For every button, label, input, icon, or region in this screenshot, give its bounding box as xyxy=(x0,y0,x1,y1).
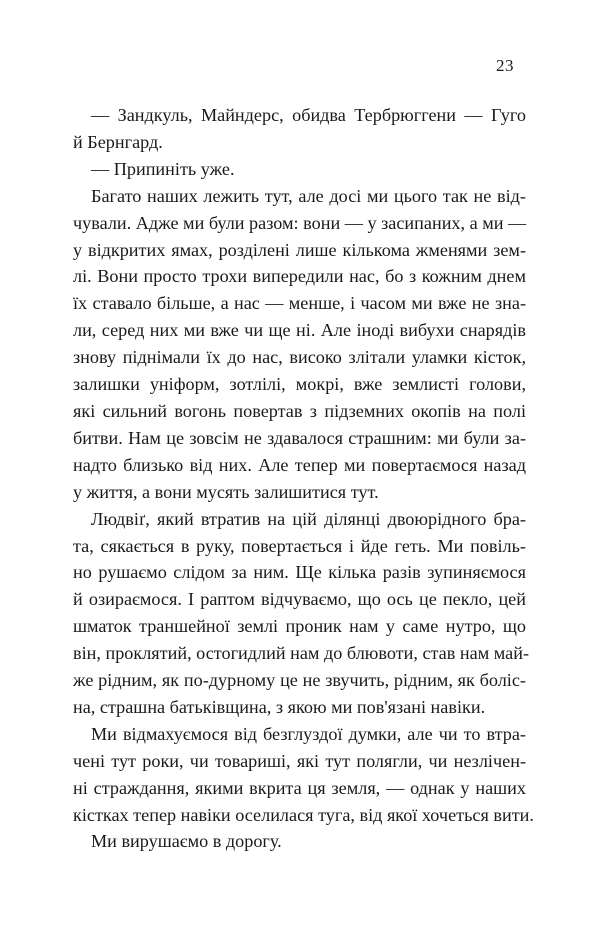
text-line: чували. Адже ми були разом: вони — у засипаних, а ми — xyxy=(73,212,527,233)
text-line: він, проклятий, остогидлий нам до блювоти, став нам май- xyxy=(73,643,530,664)
text-line: ні страждання, якими вкрита ця земля, — однак у наших xyxy=(73,777,526,798)
paragraph-1 xyxy=(73,102,526,156)
text-line: Ми вирушаємо в дорогу. xyxy=(91,831,282,852)
text-line: — Зандкуль, Майндерс, обидва Тербрюггени — Гуго xyxy=(91,105,526,125)
page-number: 23 xyxy=(496,56,514,75)
text-line: но рушаємо слідом за ним. Ще кілька разів зупиняємося xyxy=(73,562,526,583)
text-line: битви. Нам це зовсім не здавалося страшним: ми були за- xyxy=(73,427,526,448)
text-line: Ми відмахуємося від безглуздої думки, але чи то втра- xyxy=(91,723,526,744)
text-line: знову піднімали їх до нас, високо злітали уламки кісток, xyxy=(73,347,526,368)
text-line: — Припиніть уже. xyxy=(91,158,235,179)
text-line: надто близько від них. Але тепер ми повертаємося назад xyxy=(73,454,526,475)
paragraph-5 xyxy=(73,721,534,829)
text-line: й озираємося. І раптом відчуваємо, що ось це пекло, цей xyxy=(73,589,526,610)
body-text xyxy=(73,102,534,855)
text-line: у відкритих ямах, розділені лише кількома жменями зем- xyxy=(73,239,526,260)
text-line: на, страшна батьківщина, з якою ми пов'язані навіки. xyxy=(73,696,486,717)
text-line: кістках тепер навіки оселилася туга, від якої хочеться вити. xyxy=(73,804,534,825)
text-line: залишки уніформ, зотлілі, мокрі, вже землисті голови, xyxy=(73,374,526,395)
text-line: ли, серед них ми вже чи ще ні. Але іноді вибухи снарядів xyxy=(73,320,526,341)
text-line: чені тут роки, чи товариші, які тут полягли, чи незлічен- xyxy=(73,750,526,771)
paragraph-2 xyxy=(73,156,526,183)
text-line: й Бернгард. xyxy=(73,131,163,152)
text-line: Людвіґ, який втратив на цій ділянці двоюрідного бра- xyxy=(91,508,526,529)
text-line: та, сякається в руку, повертається і йде геть. Ми повіль- xyxy=(73,535,526,556)
text-line: лі. Вони просто трохи випередили нас, бо з кожним днем xyxy=(73,266,526,287)
text-line: у життя, а вони мусять залишитися тут. xyxy=(73,481,379,502)
paragraph-3 xyxy=(73,183,526,506)
text-line: же рідним, як по-дурному це не звучить, рідним, як боліс- xyxy=(73,670,526,691)
text-line: їх ставало більше, а нас — менше, і часом ми вже не зна- xyxy=(73,293,526,314)
text-line: які сильний вогонь повертав з підземних окопів на полі xyxy=(73,400,526,421)
paragraph-6 xyxy=(73,828,526,855)
paragraph-4 xyxy=(73,506,530,721)
text-line: Багато наших лежить тут, але досі ми цього так не від- xyxy=(91,185,526,206)
text-line: шматок траншейної землі проник нам у саме нутро, що xyxy=(73,616,526,637)
